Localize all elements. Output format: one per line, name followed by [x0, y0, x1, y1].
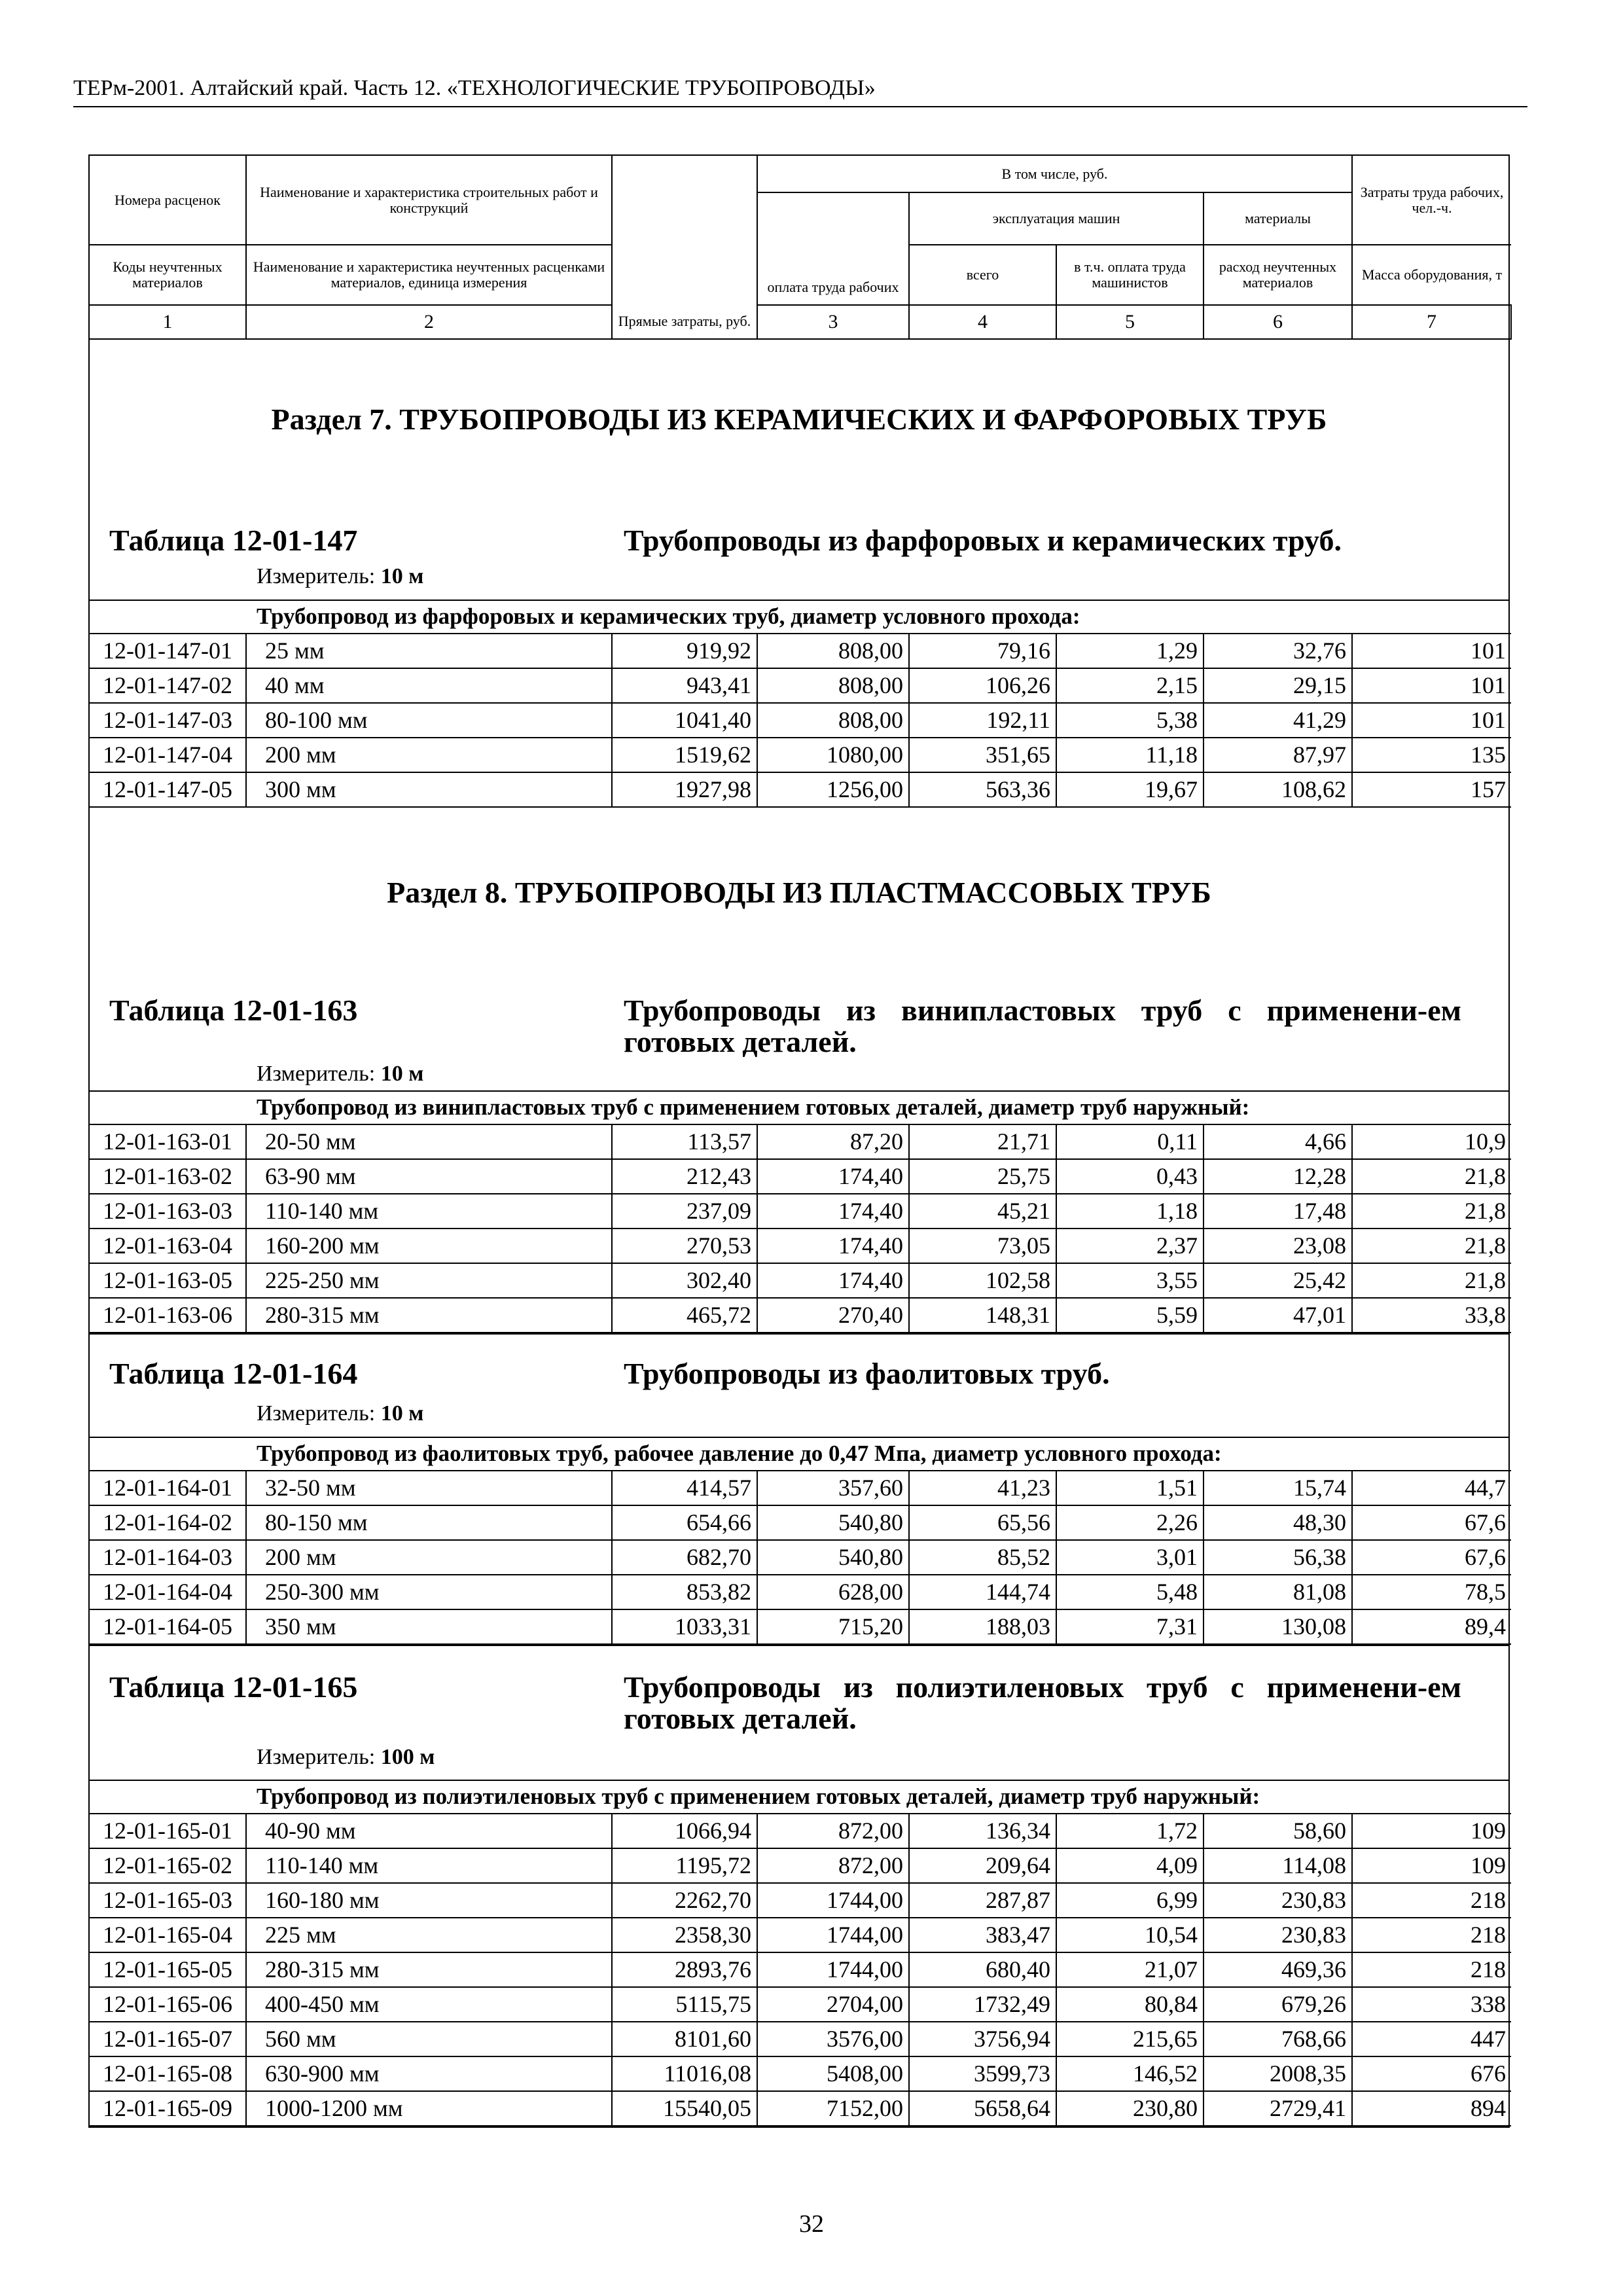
materials-cost-cell: 230,83	[1204, 1883, 1352, 1918]
table-row	[90, 1471, 1511, 1505]
work-name-cell: 160-180 мм	[246, 1883, 612, 1918]
labor-pay-cell: 7152,00	[757, 2091, 909, 2126]
labor-pay-cell: 270,40	[757, 1298, 909, 1333]
labor-pay-cell: 174,40	[757, 1159, 909, 1194]
price-code-cell: 12-01-164-04	[90, 1575, 246, 1609]
table-block	[90, 1645, 1508, 1780]
table-row	[90, 1883, 1511, 1918]
work-name-cell: 225 мм	[246, 1918, 612, 1952]
machinist-pay-cell: 1,72	[1056, 1814, 1204, 1848]
table-row	[90, 738, 1511, 772]
direct-cost-cell: 414,57	[612, 1471, 757, 1505]
price-code-cell: 12-01-163-04	[90, 1229, 246, 1263]
materials-header: материалы	[1204, 192, 1352, 245]
including-rub-header: В том числе, руб.	[757, 156, 1352, 192]
materials-cost-cell: 2008,35	[1204, 2056, 1352, 2091]
table-subheading: Трубопровод из фаолитовых труб, рабочее давление до 0,47 Мпа, диаметр условного прохода:	[90, 1437, 1508, 1470]
direct-cost-cell: 465,72	[612, 1298, 757, 1333]
direct-cost-cell: 1041,40	[612, 703, 757, 738]
direct-cost-cell: 2893,76	[612, 1952, 757, 1987]
machines-total-cell: 3756,94	[909, 2022, 1056, 2056]
machinist-pay-cell: 19,67	[1056, 772, 1204, 807]
machinist-pay-cell: 10,54	[1056, 1918, 1204, 1952]
labor-pay-cell: 540,80	[757, 1540, 909, 1575]
direct-cost-cell: 1927,98	[612, 772, 757, 807]
machines-total-cell: 41,23	[909, 1471, 1056, 1505]
machinist-pay-cell: 6,99	[1056, 1883, 1204, 1918]
labor-hours-cell: 338	[1352, 1987, 1511, 2022]
labor-pay-cell: 715,20	[757, 1609, 909, 1644]
machinist-pay-cell: 2,26	[1056, 1505, 1204, 1540]
labor-pay-cell: 872,00	[757, 1848, 909, 1883]
price-code-cell: 12-01-165-09	[90, 2091, 246, 2126]
machinist-pay-cell: 0,43	[1056, 1159, 1204, 1194]
labor-hours-cell: 157	[1352, 772, 1511, 807]
machinist-pay-cell: 2,15	[1056, 668, 1204, 703]
price-code-cell: 12-01-163-05	[90, 1263, 246, 1298]
table-row	[90, 1952, 1511, 1987]
labor-pay-cell: 540,80	[757, 1505, 909, 1540]
machines-total-cell: 73,05	[909, 1229, 1056, 1263]
materials-cost-cell: 41,29	[1204, 703, 1352, 738]
direct-cost-cell: 212,43	[612, 1159, 757, 1194]
direct-cost-cell: 654,66	[612, 1505, 757, 1540]
table-row	[90, 703, 1511, 738]
price-rows	[90, 1470, 1511, 1645]
section-8	[90, 808, 1508, 1090]
machinist-pay-cell: 11,18	[1056, 738, 1204, 772]
machines-total-cell: 106,26	[909, 668, 1056, 703]
table-row	[90, 1848, 1511, 1883]
labor-hours-cell: 89,4	[1352, 1609, 1511, 1644]
machinist-pay-cell: 80,84	[1056, 1987, 1204, 2022]
machinist-pay-cell: 4,09	[1056, 1848, 1204, 1883]
labor-hours-cell: 218	[1352, 1918, 1511, 1952]
labor-hours-cell: 894	[1352, 2091, 1511, 2126]
direct-cost-cell: 302,40	[612, 1263, 757, 1298]
direct-cost-cell: 5115,75	[612, 1987, 757, 2022]
work-name-cell: 560 мм	[246, 2022, 612, 2056]
col1-top-header: Номера расценок	[90, 156, 246, 245]
table-row	[90, 2022, 1511, 2056]
price-code-cell: 12-01-147-03	[90, 703, 246, 738]
col7-header: расход неучтенных материалов	[1204, 245, 1352, 305]
direct-cost-cell: 682,70	[612, 1540, 757, 1575]
machines-total-cell: 21,71	[909, 1124, 1056, 1159]
machines-total-cell: 144,74	[909, 1575, 1056, 1609]
labor-pay-cell: 357,60	[757, 1471, 909, 1505]
work-name-cell: 350 мм	[246, 1609, 612, 1644]
work-name-cell: 40 мм	[246, 668, 612, 703]
table-row	[90, 1609, 1511, 1644]
price-code-cell: 12-01-164-05	[90, 1609, 246, 1644]
machines-total-cell: 680,40	[909, 1952, 1056, 1987]
materials-cost-cell: 768,66	[1204, 2022, 1352, 2056]
price-code-cell: 12-01-165-08	[90, 2056, 246, 2091]
labor-hours-cell: 218	[1352, 1952, 1511, 1987]
table-row	[90, 1194, 1511, 1229]
section-title: Раздел 7. ТРУБОПРОВОДЫ ИЗ КЕРАМИЧЕСКИХ И ФАРФОРОВЫХ ТРУБ	[271, 403, 1327, 436]
col5-header: всего	[909, 245, 1056, 305]
price-code-cell: 12-01-147-04	[90, 738, 246, 772]
direct-cost-cell: 15540,05	[612, 2091, 757, 2126]
materials-cost-cell: 108,62	[1204, 772, 1352, 807]
column-number: 3	[757, 305, 909, 339]
materials-cost-cell: 47,01	[1204, 1298, 1352, 1333]
table-row	[90, 1124, 1511, 1159]
col6-header: в т.ч. оплата труда машинистов	[1056, 245, 1204, 305]
machines-total-cell: 192,11	[909, 703, 1056, 738]
labor-pay-cell: 1744,00	[757, 1952, 909, 1987]
labor-hours-cell: 78,5	[1352, 1575, 1511, 1609]
materials-cost-cell: 2729,41	[1204, 2091, 1352, 2126]
materials-cost-cell: 56,38	[1204, 1540, 1352, 1575]
machinist-pay-cell: 7,31	[1056, 1609, 1204, 1644]
column-header-table	[90, 156, 1511, 340]
measure-unit: Измеритель: 10 м	[257, 564, 424, 588]
machines-total-cell: 287,87	[909, 1883, 1056, 1918]
machinist-pay-cell: 5,38	[1056, 703, 1204, 738]
price-code-cell: 12-01-164-03	[90, 1540, 246, 1575]
table-row	[90, 2056, 1511, 2091]
direct-cost-cell: 919,92	[612, 634, 757, 668]
labor-pay-cell: 872,00	[757, 1814, 909, 1848]
work-name-cell: 25 мм	[246, 634, 612, 668]
machines-total-cell: 563,36	[909, 772, 1056, 807]
price-code-cell: 12-01-165-07	[90, 2022, 246, 2056]
measure-unit: Измеритель: 10 м	[257, 1062, 424, 1086]
materials-cost-cell: 679,26	[1204, 1987, 1352, 2022]
materials-cost-cell: 23,08	[1204, 1229, 1352, 1263]
table-row	[90, 1159, 1511, 1194]
price-code-cell: 12-01-165-01	[90, 1814, 246, 1848]
price-code-cell: 12-01-165-03	[90, 1883, 246, 1918]
work-name-cell: 32-50 мм	[246, 1471, 612, 1505]
materials-cost-cell: 15,74	[1204, 1471, 1352, 1505]
price-rows	[90, 1124, 1511, 1333]
work-name-cell: 63-90 мм	[246, 1159, 612, 1194]
materials-cost-cell: 130,08	[1204, 1609, 1352, 1644]
machinist-pay-cell: 2,37	[1056, 1229, 1204, 1263]
work-name-cell: 250-300 мм	[246, 1575, 612, 1609]
labor-hours-cell: 33,8	[1352, 1298, 1511, 1333]
labor-pay-cell: 1744,00	[757, 1918, 909, 1952]
machines-total-cell: 148,31	[909, 1298, 1056, 1333]
work-name-cell: 280-315 мм	[246, 1952, 612, 1987]
price-code-cell: 12-01-147-05	[90, 772, 246, 807]
price-code-cell: 12-01-147-01	[90, 634, 246, 668]
labor-hours-cell: 135	[1352, 738, 1511, 772]
machinist-pay-cell: 1,51	[1056, 1471, 1204, 1505]
col4-header: оплата труда рабочих	[757, 192, 909, 305]
machinist-pay-cell: 230,80	[1056, 2091, 1204, 2126]
materials-cost-cell: 87,97	[1204, 738, 1352, 772]
table-row	[90, 2091, 1511, 2126]
table-row	[90, 1298, 1511, 1333]
labor-hours-cell: 109	[1352, 1848, 1511, 1883]
labor-hours-cell: 21,8	[1352, 1229, 1511, 1263]
materials-cost-cell: 48,30	[1204, 1505, 1352, 1540]
column-number: 6	[1204, 305, 1352, 339]
labor-hours-cell: 109	[1352, 1814, 1511, 1848]
table-row	[90, 634, 1511, 668]
materials-cost-cell: 114,08	[1204, 1848, 1352, 1883]
machinist-pay-cell: 0,11	[1056, 1124, 1204, 1159]
work-name-cell: 80-150 мм	[246, 1505, 612, 1540]
price-table-sheet	[88, 154, 1510, 2128]
machines-total-cell: 136,34	[909, 1814, 1056, 1848]
work-name-cell: 1000-1200 мм	[246, 2091, 612, 2126]
table-label: Таблица 12-01-163	[109, 994, 358, 1027]
direct-cost-cell: 1519,62	[612, 738, 757, 772]
table-block	[90, 1333, 1508, 1437]
col2-bottom-header: Наименование и характеристика неучтенных расценками материалов, единица измерения	[246, 245, 612, 305]
price-code-cell: 12-01-165-05	[90, 1952, 246, 1987]
section-title: Раздел 8. ТРУБОПРОВОДЫ ИЗ ПЛАСТМАССОВЫХ ТРУБ	[387, 876, 1211, 909]
labor-pay-cell: 2704,00	[757, 1987, 909, 2022]
work-name-cell: 400-450 мм	[246, 1987, 612, 2022]
column-number: 4	[909, 305, 1056, 339]
materials-cost-cell: 81,08	[1204, 1575, 1352, 1609]
price-rows	[90, 1813, 1511, 2126]
labor-hours-cell: 101	[1352, 703, 1511, 738]
materials-cost-cell: 32,76	[1204, 634, 1352, 668]
labor-hours-cell: 67,6	[1352, 1505, 1511, 1540]
machines-total-cell: 79,16	[909, 634, 1056, 668]
work-name-cell: 160-200 мм	[246, 1229, 612, 1263]
table-row	[90, 1263, 1511, 1298]
labor-hours-cell: 447	[1352, 2022, 1511, 2056]
labor-hours-cell: 10,9	[1352, 1124, 1511, 1159]
labor-hours-cell: 218	[1352, 1883, 1511, 1918]
measure-unit: Измеритель: 10 м	[257, 1401, 424, 1426]
machines-total-cell: 102,58	[909, 1263, 1056, 1298]
materials-cost-cell: 25,42	[1204, 1263, 1352, 1298]
price-code-cell: 12-01-147-02	[90, 668, 246, 703]
machinist-pay-cell: 21,07	[1056, 1952, 1204, 1987]
direct-cost-cell: 237,09	[612, 1194, 757, 1229]
direct-cost-cell: 943,41	[612, 668, 757, 703]
table-title: Трубопроводы из полиэтиленовых труб с применени-ем готовых деталей.	[624, 1670, 1461, 1735]
measure-unit: Измеритель: 100 м	[257, 1745, 435, 1769]
machinist-pay-cell: 146,52	[1056, 2056, 1204, 2091]
machines-total-cell: 1732,49	[909, 1987, 1056, 2022]
section-7	[90, 340, 1508, 600]
labor-pay-cell: 87,20	[757, 1124, 909, 1159]
table-row	[90, 1229, 1511, 1263]
column-number: 2	[246, 305, 612, 339]
col8-bottom-header: Масса оборудования, т	[1352, 245, 1511, 305]
labor-pay-cell: 808,00	[757, 703, 909, 738]
labor-pay-cell: 174,40	[757, 1194, 909, 1229]
direct-cost-cell: 2358,30	[612, 1918, 757, 1952]
direct-cost-cell: 1033,31	[612, 1609, 757, 1644]
direct-cost-cell: 1195,72	[612, 1848, 757, 1883]
labor-pay-cell: 3576,00	[757, 2022, 909, 2056]
running-header: ТЕРм-2001. Алтайский край. Часть 12. «ТЕХНОЛОГИЧЕСКИЕ ТРУБОПРОВОДЫ»	[73, 73, 1527, 107]
labor-hours-cell: 101	[1352, 634, 1511, 668]
labor-pay-cell: 1080,00	[757, 738, 909, 772]
labor-hours-cell: 21,8	[1352, 1159, 1511, 1194]
table-label: Таблица 12-01-147	[109, 524, 358, 557]
labor-hours-cell: 21,8	[1352, 1263, 1511, 1298]
materials-cost-cell: 4,66	[1204, 1124, 1352, 1159]
machines-total-cell: 5658,64	[909, 2091, 1056, 2126]
machinist-pay-cell: 215,65	[1056, 2022, 1204, 2056]
materials-cost-cell: 469,36	[1204, 1952, 1352, 1987]
column-number: 5	[1056, 305, 1204, 339]
work-name-cell: 40-90 мм	[246, 1814, 612, 1848]
table-row	[90, 1540, 1511, 1575]
machines-total-cell: 351,65	[909, 738, 1056, 772]
col2-top-header: Наименование и характеристика строительных работ и конструкций	[246, 156, 612, 245]
page-number: 32	[799, 2210, 824, 2238]
materials-cost-cell: 29,15	[1204, 668, 1352, 703]
machines-total-cell: 65,56	[909, 1505, 1056, 1540]
work-name-cell: 300 мм	[246, 772, 612, 807]
price-code-cell: 12-01-163-03	[90, 1194, 246, 1229]
work-name-cell: 80-100 мм	[246, 703, 612, 738]
work-name-cell: 280-315 мм	[246, 1298, 612, 1333]
work-name-cell: 20-50 мм	[246, 1124, 612, 1159]
work-name-cell: 225-250 мм	[246, 1263, 612, 1298]
price-code-cell: 12-01-163-02	[90, 1159, 246, 1194]
labor-pay-cell: 628,00	[757, 1575, 909, 1609]
machinist-pay-cell: 5,59	[1056, 1298, 1204, 1333]
labor-pay-cell: 808,00	[757, 668, 909, 703]
col3-header: Прямые затраты, руб.	[612, 156, 757, 339]
direct-cost-cell: 11016,08	[612, 2056, 757, 2091]
price-code-cell: 12-01-165-06	[90, 1987, 246, 2022]
work-name-cell: 110-140 мм	[246, 1194, 612, 1229]
labor-pay-cell: 174,40	[757, 1263, 909, 1298]
labor-pay-cell: 1744,00	[757, 1883, 909, 1918]
price-code-cell: 12-01-163-06	[90, 1298, 246, 1333]
table-title: Трубопроводы из фарфоровых и керамических труб.	[624, 524, 1342, 557]
table-row	[90, 1505, 1511, 1540]
labor-pay-cell: 808,00	[757, 634, 909, 668]
table-row	[90, 772, 1511, 807]
table-subheading: Трубопровод из фарфоровых и керамических труб, диаметр условного прохода:	[90, 600, 1508, 633]
price-code-cell: 12-01-165-04	[90, 1918, 246, 1952]
machines-total-cell: 209,64	[909, 1848, 1056, 1883]
machines-header: эксплуатация машин	[909, 192, 1204, 245]
machinist-pay-cell: 3,55	[1056, 1263, 1204, 1298]
price-code-cell: 12-01-165-02	[90, 1848, 246, 1883]
materials-cost-cell: 230,83	[1204, 1918, 1352, 1952]
work-name-cell: 200 мм	[246, 1540, 612, 1575]
labor-hours-cell: 101	[1352, 668, 1511, 703]
materials-cost-cell: 17,48	[1204, 1194, 1352, 1229]
price-code-cell: 12-01-164-02	[90, 1505, 246, 1540]
machinist-pay-cell: 1,29	[1056, 634, 1204, 668]
machinist-pay-cell: 5,48	[1056, 1575, 1204, 1609]
table-subheading: Трубопровод из полиэтиленовых труб с применением готовых деталей, диаметр труб наружный:	[90, 1780, 1508, 1813]
price-rows	[90, 633, 1511, 808]
direct-cost-cell: 8101,60	[612, 2022, 757, 2056]
labor-hours-cell: 44,7	[1352, 1471, 1511, 1505]
column-number: 1	[90, 305, 246, 339]
direct-cost-cell: 270,53	[612, 1229, 757, 1263]
table-row	[90, 668, 1511, 703]
direct-cost-cell: 1066,94	[612, 1814, 757, 1848]
column-number: 7	[1352, 305, 1511, 339]
table-row	[90, 1987, 1511, 2022]
labor-pay-cell: 174,40	[757, 1229, 909, 1263]
machines-total-cell: 85,52	[909, 1540, 1056, 1575]
machines-total-cell: 383,47	[909, 1918, 1056, 1952]
col8-top-header: Затраты труда рабочих, чел.-ч.	[1352, 156, 1511, 245]
table-title: Трубопроводы из фаолитовых труб.	[624, 1357, 1110, 1390]
col1-bottom-header: Коды неучтенных материалов	[90, 245, 246, 305]
direct-cost-cell: 113,57	[612, 1124, 757, 1159]
table-row	[90, 1575, 1511, 1609]
labor-hours-cell: 21,8	[1352, 1194, 1511, 1229]
work-name-cell: 110-140 мм	[246, 1848, 612, 1883]
table-row	[90, 1814, 1511, 1848]
table-title: Трубопроводы из винипластовых труб с применени-ем готовых деталей.	[624, 994, 1461, 1058]
labor-pay-cell: 5408,00	[757, 2056, 909, 2091]
table-subheading: Трубопровод из винипластовых труб с применением готовых деталей, диаметр труб наружный:	[90, 1090, 1508, 1124]
machines-total-cell: 3599,73	[909, 2056, 1056, 2091]
table-label: Таблица 12-01-165	[109, 1670, 358, 1704]
price-code-cell: 12-01-164-01	[90, 1471, 246, 1505]
work-name-cell: 200 мм	[246, 738, 612, 772]
work-name-cell: 630-900 мм	[246, 2056, 612, 2091]
price-code-cell: 12-01-163-01	[90, 1124, 246, 1159]
machines-total-cell: 45,21	[909, 1194, 1056, 1229]
table-label: Таблица 12-01-164	[109, 1357, 358, 1390]
machinist-pay-cell: 1,18	[1056, 1194, 1204, 1229]
labor-hours-cell: 676	[1352, 2056, 1511, 2091]
table-row	[90, 1918, 1511, 1952]
machinist-pay-cell: 3,01	[1056, 1540, 1204, 1575]
materials-cost-cell: 58,60	[1204, 1814, 1352, 1848]
labor-hours-cell: 67,6	[1352, 1540, 1511, 1575]
materials-cost-cell: 12,28	[1204, 1159, 1352, 1194]
labor-pay-cell: 1256,00	[757, 772, 909, 807]
direct-cost-cell: 2262,70	[612, 1883, 757, 1918]
direct-cost-cell: 853,82	[612, 1575, 757, 1609]
machines-total-cell: 25,75	[909, 1159, 1056, 1194]
machines-total-cell: 188,03	[909, 1609, 1056, 1644]
